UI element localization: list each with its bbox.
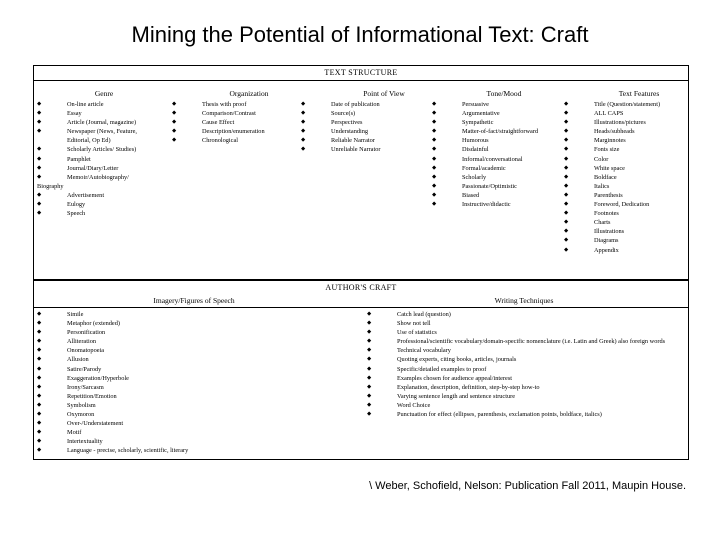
list-item: ◆ Essay bbox=[37, 109, 137, 118]
list-item: ◆ Explanation, description, definition, step-by-step how-to bbox=[367, 383, 685, 392]
list-item: Editorial, Op Ed) bbox=[67, 137, 111, 145]
list-item: ◆ Italics bbox=[564, 182, 660, 191]
list-item: ◆ Cause Effect bbox=[172, 118, 265, 127]
divider bbox=[34, 80, 688, 81]
list-item: ◆ Sympathetic bbox=[432, 118, 538, 127]
text-features-heading: Text Features bbox=[618, 89, 660, 98]
list-item: ◆ Over-/Understatement bbox=[37, 419, 188, 428]
list-item: ◆ Reliable Narrator bbox=[301, 136, 380, 145]
imagery-list bbox=[37, 310, 188, 456]
text-structure-heading: TEXT STRUCTURE bbox=[324, 68, 398, 77]
list-item: ◆ Color bbox=[564, 155, 660, 164]
list-item: ◆ Simile bbox=[37, 310, 188, 319]
genre-heading: Genre bbox=[94, 89, 114, 98]
list-item: ◆ Source(s) bbox=[301, 109, 380, 118]
list-item: ◆ Illustrations/pictures bbox=[564, 118, 660, 127]
list-item: ◆ Passionate/Optimistic bbox=[432, 182, 538, 191]
list-item: ◆ Onomatopoeia bbox=[37, 346, 188, 355]
text-features-list bbox=[564, 100, 660, 255]
list-item: ◆ Specific/detailed examples to proof bbox=[367, 365, 685, 374]
list-item: ◆ Understanding bbox=[301, 127, 380, 136]
list-item: ◆ Punctuation for effect (ellipses, parenthesis, exclamation points, boldface, italics) bbox=[367, 410, 685, 419]
list-item: ◆ Alliteration bbox=[37, 337, 188, 346]
list-item: Biography bbox=[37, 182, 64, 190]
list-item: ◆ Boldface bbox=[564, 173, 660, 182]
list-item: ◆ Heads/subheads bbox=[564, 127, 660, 136]
writing-techniques-list bbox=[367, 310, 685, 419]
list-item: ◆ Matter-of-fact/straightforward bbox=[432, 127, 538, 136]
list-item: ◆ Eulogy bbox=[37, 200, 137, 209]
list-item: ◆ Quoting experts, citing books, articles, journals bbox=[367, 355, 685, 364]
list-item: ◆ Humorous bbox=[432, 136, 538, 145]
list-item: ◆ Newspaper (News, Feature, bbox=[37, 127, 137, 136]
list-item: ◆ Examples chosen for audience appeal/interest bbox=[367, 374, 685, 383]
list-item: ◆ Unreliable Narrator bbox=[301, 145, 380, 154]
text-structure-box bbox=[33, 65, 689, 280]
list-item: ◆ Parenthesis bbox=[564, 191, 660, 200]
list-item: ◆ Repetition/Emotion bbox=[37, 392, 188, 401]
list-item: ◆ Persuasive bbox=[432, 100, 538, 109]
writing-techniques-heading: Writing Techniques bbox=[494, 296, 554, 305]
list-item: ◆ Thesis with proof bbox=[172, 100, 265, 109]
list-item: ◆ On-line article bbox=[37, 100, 137, 109]
list-item: ◆ ALL CAPS bbox=[564, 109, 660, 118]
page-title: Mining the Potential of Informational Text: Craft bbox=[131, 22, 589, 47]
list-item: ◆ Metaphor (extended) bbox=[37, 319, 188, 328]
list-item: ◆ Chronological bbox=[172, 136, 265, 145]
organization-heading: Organization bbox=[229, 89, 269, 98]
list-item: ◆ Word Choice bbox=[367, 401, 685, 410]
list-item: ◆ Diagrams bbox=[564, 236, 660, 245]
list-item: ◆ Catch lead (question) bbox=[367, 310, 685, 319]
list-item: ◆ Date of publication bbox=[301, 100, 380, 109]
list-item: ◆ Illustrations bbox=[564, 227, 660, 236]
list-item: ◆ Biased bbox=[432, 191, 538, 200]
list-item: ◆ Professional/scientific vocabulary/domain-specific nomenclature (i.e. Latin and Greek) also foreign words bbox=[367, 337, 685, 346]
list-item: ◆ Marginnotes bbox=[564, 136, 660, 145]
list-item: ◆ White space bbox=[564, 164, 660, 173]
list-item: ◆ Appendix bbox=[564, 246, 660, 255]
list-item: ◆ Journal/Diary/Letter bbox=[37, 164, 137, 173]
authors-craft-box bbox=[33, 280, 689, 460]
list-item: ◆ Formal/academic bbox=[432, 164, 538, 173]
list-item: ◆ Symbolism bbox=[37, 401, 188, 410]
list-item: ◆ Fonts size bbox=[564, 145, 660, 154]
list-item: ◆ Oxymoron bbox=[37, 410, 188, 419]
organization-list bbox=[172, 100, 265, 145]
list-item: ◆ Use of statistics bbox=[367, 328, 685, 337]
citation: \ Weber, Schofield, Nelson: Publication Fall 2011, Maupin House. bbox=[369, 480, 686, 492]
list-item: ◆ Charts bbox=[564, 218, 660, 227]
point-of-view-heading: Point of View bbox=[363, 89, 405, 98]
list-item: ◆ Allusion bbox=[37, 355, 188, 364]
list-item: ◆ Scholarly bbox=[432, 173, 538, 182]
tone-mood-list bbox=[432, 100, 538, 209]
list-item: ◆ Varying sentence length and sentence structure bbox=[367, 392, 685, 401]
list-item: ◆ Footnotes bbox=[564, 209, 660, 218]
list-item: ◆ Foreword, Dedication bbox=[564, 200, 660, 209]
list-item: ◆ Intertextuality bbox=[37, 437, 188, 446]
list-item: ◆ Perspectives bbox=[301, 118, 380, 127]
list-item: ◆ Exaggeration/Hyperbole bbox=[37, 374, 188, 383]
point-of-view-list bbox=[301, 100, 380, 155]
list-item: ◆ Instructive/didactic bbox=[432, 200, 538, 209]
list-item: ◆ Comparison/Contrast bbox=[172, 109, 265, 118]
list-item: ◆ Informal/conversational bbox=[432, 155, 538, 164]
authors-craft-heading: AUTHOR'S CRAFT bbox=[325, 283, 397, 292]
list-item: ◆ Disdainful bbox=[432, 145, 538, 154]
list-item: ◆ Title (Question/statement) bbox=[564, 100, 660, 109]
list-item: ◆ Pamphlet bbox=[37, 155, 137, 164]
list-item: ◆ Advertisement bbox=[37, 191, 137, 200]
list-item: ◆ Motif bbox=[37, 428, 188, 437]
list-item: ◆ Language - precise, scholarly, scientific, literary bbox=[37, 446, 188, 455]
list-item: ◆ Speech bbox=[37, 209, 137, 218]
list-item: ◆ Article (Journal, magazine) bbox=[37, 118, 137, 127]
list-item: ◆ Argumentative bbox=[432, 109, 538, 118]
list-item: ◆ Scholarly Articles/ Studies) bbox=[37, 145, 137, 154]
list-item: ◆ Technical vocabulary bbox=[367, 346, 685, 355]
imagery-heading: Imagery/Figures of Speech bbox=[153, 296, 235, 305]
list-item: ◆ Irony/Sarcasm bbox=[37, 383, 188, 392]
list-item: ◆ Description/enumeration bbox=[172, 127, 265, 136]
list-item: ◆ Personification bbox=[37, 328, 188, 337]
tone-mood-heading: Tone/Mood bbox=[486, 89, 522, 98]
list-item: ◆ Memoir/Autobiography/ bbox=[37, 173, 137, 182]
list-item: ◆ Show not tell bbox=[367, 319, 685, 328]
list-item: ◆ Satire/Parody bbox=[37, 365, 188, 374]
divider bbox=[34, 307, 688, 308]
genre-list bbox=[37, 100, 137, 218]
